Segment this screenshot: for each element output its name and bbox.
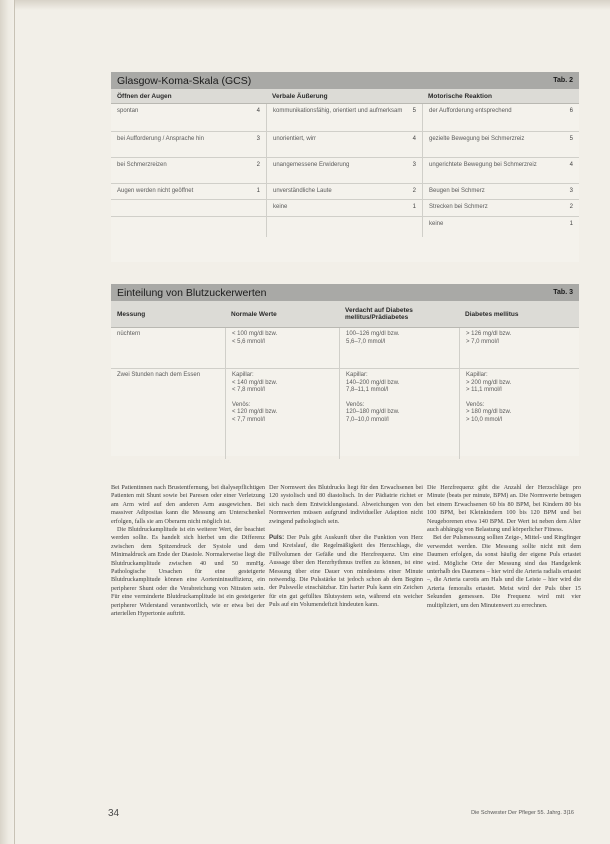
- cell-score: 4: [569, 162, 573, 168]
- table-cell: [266, 184, 422, 199]
- cell-score: [412, 221, 416, 237]
- cell-text: unangemessene Erwiderung: [273, 162, 350, 168]
- cell-text: Augen werden nicht geöffnet: [117, 188, 194, 194]
- cell-score: 2: [256, 162, 260, 168]
- paragraph-puls-text: Der Puls gibt Auskunft über die Funktion von Herz und Kreislauf, die Regelmäßigkeit des Herzschlags, die Füllvolumen der Gefäße und die Herzfrequenz. Um eine Aussage über den Herzrhythmus treffen zu können, ist eine Messung über eine Dauer von mindestens einer Minute notwendig. Die Pulsstärke ist jedoch schon ab dem Beginn der Pulswelle einschätzbar. Ein harter Puls kann ein Zeichen für ein gut gefülltes Blutsystem sein, während ein weicher Puls auf ein Volumendefizit hindeuten kann.: [269, 534, 423, 609]
- cell-line: > 7,0 mmol/l: [466, 338, 499, 345]
- cell-line: 100–126 mg/dl bzw.: [346, 331, 400, 337]
- bz-header-diabetes: Diabetes mellitus: [465, 310, 519, 318]
- table-cell: [111, 217, 266, 237]
- cell-line: Venös:: [346, 401, 365, 408]
- cell-text: ungerichtete Bewegung bei Schmerzreiz: [429, 162, 537, 168]
- cell-line: < 7,8 mmol/l: [232, 387, 265, 393]
- paragraph: Die Herzfrequenz gibt die Anzahl der Herzschläge pro Minute (beats per minute, BPM) an. Die Normwerte betragen bei einem Erwachsenen 60 bis 80 BPM, bei Kindern 80 bis 100 BPM, bei Kleinkindern 100 bis 120 BPM und bei Neugeborenen etwa 140 BPM. Der Wert ist neben dem Alter auch abhängig von Belastung und körperlicher Fitness.: [427, 484, 581, 534]
- table-row: [111, 369, 579, 459]
- cell-score: 3: [412, 162, 416, 168]
- text-column-3: [427, 484, 581, 610]
- paragraph-puls: [269, 534, 423, 610]
- blood-sugar-column-headers: [111, 301, 579, 328]
- venous-values: [466, 402, 573, 425]
- cell-score: 6: [569, 108, 573, 114]
- page-top-shadow: [0, 0, 610, 10]
- cell-line: < 7,7 mmol/l: [232, 416, 265, 423]
- bz-header-suspected: Verdacht auf Diabetes mellitus/Prädiabetes: [345, 307, 413, 321]
- cell-text: kommunikationsfähig, orientiert und aufmerksam: [273, 108, 403, 114]
- table-cell: [422, 104, 579, 131]
- paragraph: Der Normwert des Blutdrucks liegt für den Erwachsenen bei 120 systolisch und 80 diastolisch. In der Pädiatrie richtet er sich nach dem Entwicklungsstand. Abweichungen von den Normwerten müssen aufgrund individueller Adaption nicht zwingend pathologisch sein.: [269, 484, 423, 525]
- cell-score: 3: [256, 136, 260, 142]
- table-cell: [422, 200, 579, 216]
- cell-line: Kapillar:: [232, 372, 254, 378]
- gcs-header-eyes: Öffnen der Augen: [117, 92, 172, 100]
- page-binding-edge: [0, 0, 14, 844]
- capillary-values: [466, 372, 573, 395]
- cell-score: 4: [412, 136, 416, 142]
- bz-cell-postprandial-suspected: [339, 369, 459, 459]
- blood-sugar-table-header: [111, 284, 579, 301]
- cell-text: unverständliche Laute: [273, 188, 332, 194]
- capillary-values: [346, 372, 453, 395]
- cell-text: Strecken bei Schmerz: [429, 204, 488, 210]
- text-column-1: [111, 484, 265, 619]
- cell-line: > 200 mg/dl bzw.: [466, 379, 512, 386]
- bz-header-measurement: Messung: [117, 310, 146, 318]
- cell-text: bei Aufforderung / Ansprache hin: [117, 136, 204, 142]
- table-cell: [111, 104, 266, 131]
- cell-text: unorientiert, wirr: [273, 136, 317, 142]
- gcs-table-number: Tab. 2: [553, 77, 573, 84]
- gcs-header-motor: Motorische Reaktion: [428, 92, 492, 100]
- cell-line: > 10,0 mmol/l: [466, 416, 503, 423]
- table-cell: [111, 158, 266, 183]
- cell-score: 5: [569, 136, 573, 142]
- table-row: [111, 328, 579, 369]
- cell-line: 5,6–7,0 mmol/l: [346, 338, 386, 345]
- gcs-column-headers: [111, 89, 579, 104]
- cell-line: Kapillar:: [346, 372, 368, 378]
- cell-line: Venös:: [232, 401, 251, 408]
- cell-score: [256, 221, 260, 237]
- page-number: 34: [108, 808, 120, 819]
- table-row: [111, 200, 579, 217]
- cell-line: Venös:: [466, 401, 485, 408]
- table-row: [111, 132, 579, 158]
- cell-line: < 100 mg/dl bzw.: [232, 331, 278, 337]
- table-cell: [422, 184, 579, 199]
- cell-line: > 126 mg/dl bzw.: [466, 331, 512, 337]
- paragraph: Die Blutdruckamplitude ist ein weiterer Wert, der beachtet werden sollte. Es handelt sich hierbei um die Differenz zwischen dem Spitzendruck der Systole und dem Minimaldruck am Ende der Diastole. Normalerweise liegt die Blutdruckamplitude zwischen 40 und 50 mmHg. Pathologische Ursachen für eine gesteigerte Blutdruckamplitude können eine Aortenininsuffizienz, ein peripherer Shunt oder die Verabreichung von Nitraten sein. Für eine verminderte Blutdruckamplitude ist ein gesteigerter peripherer Widerstand verantwortlich, wie er etwa bei der arteriellen Hypertonie auftritt.: [111, 526, 265, 618]
- table-row: [111, 104, 579, 132]
- cell-text: keine: [429, 221, 444, 227]
- cell-line: < 120 mg/dl bzw.: [232, 409, 278, 415]
- cell-line: < 140 mg/dl bzw.: [232, 379, 278, 386]
- cell-score: 1: [569, 221, 573, 227]
- bz-cell-fasting-normal: [225, 328, 339, 368]
- bz-cell-postprandial-label: Zwei Stunden nach dem Essen: [117, 372, 201, 378]
- table-cell: [422, 132, 579, 157]
- cell-line: 120–180 mg/dl bzw.: [346, 409, 400, 415]
- gcs-table: [111, 72, 579, 262]
- table-cell: [266, 200, 422, 216]
- gcs-table-header: [111, 72, 579, 89]
- gcs-header-verbal: Verbale Äußerung: [272, 92, 328, 100]
- inline-heading-puls: Puls:: [269, 534, 285, 542]
- bz-cell-fasting-label: nüchtern: [117, 331, 141, 337]
- table-cell: [422, 217, 579, 237]
- venous-values: [232, 402, 333, 425]
- cell-line: 7,8–11,1 mmol/l: [346, 387, 389, 393]
- venous-values: [346, 402, 453, 425]
- table-row: [111, 158, 579, 184]
- table-cell: [266, 158, 422, 183]
- capillary-values: [232, 372, 333, 395]
- cell-score: 2: [569, 204, 573, 210]
- gcs-table-body: [111, 104, 579, 237]
- table-cell: [266, 132, 422, 157]
- cell-score: 1: [256, 188, 260, 194]
- bz-cell-postprandial-diabetes: [459, 369, 579, 459]
- cell-line: Kapillar:: [466, 372, 488, 378]
- cell-score: 4: [256, 108, 260, 114]
- table-cell: [111, 132, 266, 157]
- table-cell: [111, 184, 266, 199]
- cell-score: 1: [412, 204, 416, 210]
- bz-cell-fasting-diabetes: [459, 328, 579, 368]
- cell-score: 5: [412, 108, 416, 114]
- cell-text: gezielte Bewegung bei Schmerzreiz: [429, 136, 525, 142]
- cell-line: 7,0–10,0 mmol/l: [346, 416, 389, 423]
- cell-line: 140–200 mg/dl bzw.: [346, 379, 400, 386]
- cell-text: keine: [273, 204, 288, 210]
- paragraph: Bei der Pulsmessung sollten Zeige-, Mittel- und Ringfinger verwendet werden. Die Messung sollte nicht mit dem Daumen erfolgen, da sonst häufig der eigene Puls ertastet wird. Mögliche Orte der Messung sind das Handgelenk unterhalb des Daumens – hier wird die Arteria radialis ertastet –, die Arteria carotis am Hals und die Leiste – hier wird die Arteria femoralis ertastet. Meist wird der Puls über 15 Sekunden gemessen. Die Frequenz wird mit vier multipliziert, um den Minutenwert zu errechnen.: [427, 534, 581, 609]
- cell-score: 3: [569, 188, 573, 194]
- cell-line: > 180 mg/dl bzw.: [466, 409, 512, 415]
- blood-sugar-table-title: Einteilung von Blutzuckerwerten: [117, 286, 267, 299]
- cell-line: < 5,6 mmol/l: [232, 338, 265, 345]
- text-column-2: [269, 484, 423, 610]
- paragraph: Bei Patientinnen nach Brustentfernung, bei dialysepflichtigen Patienten mit Shunt sowie bei Paresen oder einer Verletzung am Arm wird auf den anderen Arm ausgewichen. Bei massiver Adipositas kann die Messung am Unterschenkel erfolgen, falls sie am Oberarm nicht möglich ist.: [111, 484, 265, 525]
- page-binding-line: [14, 0, 15, 844]
- table-cell: [111, 200, 266, 216]
- table-row: [111, 217, 579, 237]
- bz-header-normal: Normale Werte: [231, 310, 277, 318]
- cell-text: spontan: [117, 108, 139, 114]
- table-cell: [266, 217, 422, 237]
- bz-cell-postprandial-normal: [225, 369, 339, 459]
- table-cell: [422, 158, 579, 183]
- cell-text: bei Schmerzreizen: [117, 162, 167, 168]
- bz-cell-fasting-suspected: [339, 328, 459, 368]
- table-cell: [266, 104, 422, 131]
- table-row: [111, 184, 579, 200]
- cell-line: > 11,1 mmol/l: [466, 387, 502, 393]
- cell-score: [256, 204, 260, 216]
- footer-source: Die Schwester Der Pfleger 55. Jahrg. 3|16: [471, 810, 574, 816]
- blood-sugar-table-number: Tab. 3: [553, 289, 573, 296]
- cell-text: der Aufforderung entsprechend: [429, 108, 512, 114]
- blood-sugar-table: [111, 284, 579, 456]
- cell-score: 2: [412, 188, 416, 194]
- cell-text: Beugen bei Schmerz: [429, 188, 485, 194]
- gcs-table-title: Glasgow-Koma-Skala (GCS): [117, 74, 252, 87]
